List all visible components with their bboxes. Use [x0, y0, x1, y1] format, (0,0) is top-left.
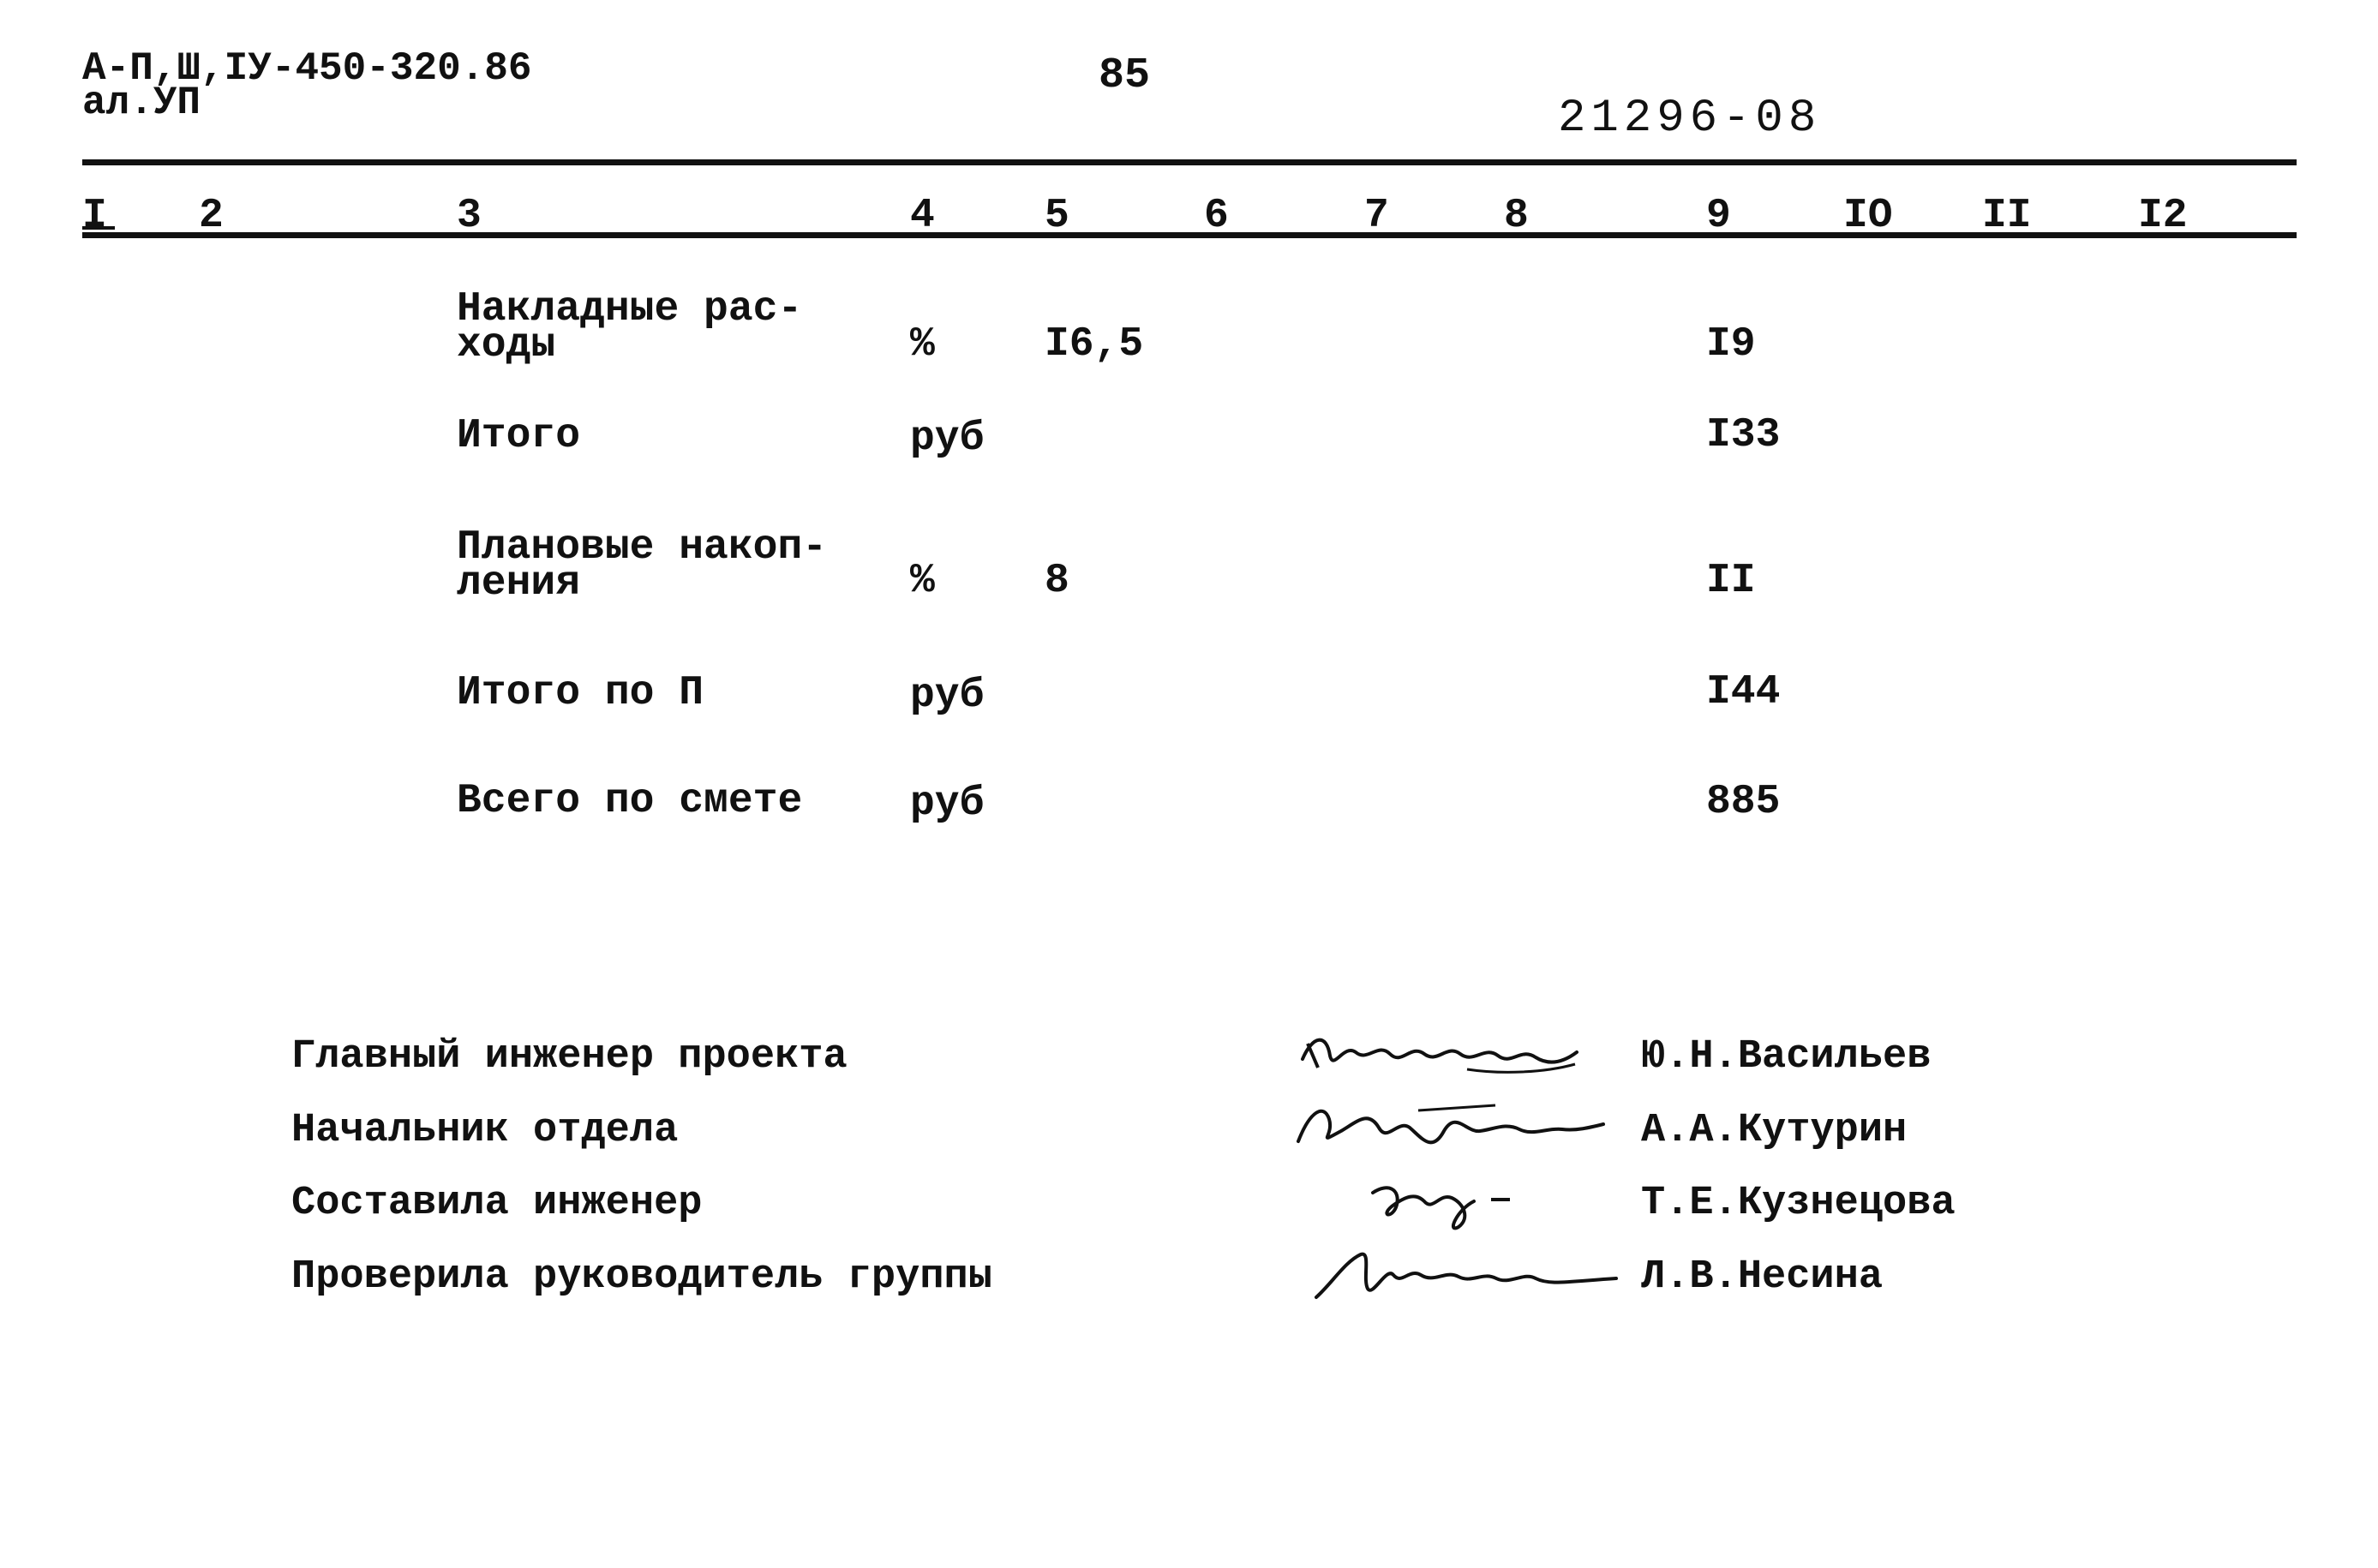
- row-name: [457, 286, 803, 368]
- row-col5-value: 8: [1045, 558, 1069, 604]
- signer-role: Начальник отдела: [291, 1108, 679, 1153]
- signer-role: Составила инженер: [291, 1181, 703, 1226]
- signer-role: Главный инженер проекта: [291, 1034, 848, 1080]
- column-header: I: [82, 193, 107, 239]
- row-unit: %: [910, 321, 935, 368]
- row-name-line1: Всего по смете: [457, 778, 803, 824]
- row-name-line1: Накладные рас-: [457, 286, 803, 332]
- signer-name: А.А.Кутурин: [1641, 1108, 1908, 1153]
- column-header: 6: [1204, 193, 1229, 239]
- row-unit: руб: [910, 781, 985, 827]
- document-reference-line2: ал.УП: [82, 81, 201, 125]
- table-header-rule: [82, 232, 2297, 238]
- signer-name: Т.Е.Кузнецова: [1641, 1181, 1956, 1226]
- table-top-rule: [82, 159, 2297, 165]
- signer-role: Проверила руководитель группы: [291, 1254, 992, 1300]
- column-header: 5: [1045, 193, 1069, 239]
- row-col5-value: I6,5: [1045, 321, 1144, 368]
- document-code: 21296-08: [1558, 93, 1822, 145]
- handwritten-signature: [1363, 1167, 1534, 1236]
- handwritten-signature: [1290, 1093, 1607, 1162]
- column-header: I2: [2138, 193, 2188, 239]
- row-col9-value: I44: [1706, 669, 1781, 715]
- row-unit: %: [910, 558, 935, 604]
- row-name-line2: ления: [457, 560, 581, 607]
- row-col9-value: 885: [1706, 779, 1781, 825]
- document-reference-line1: А-П,Ш,IУ-450-320.86: [82, 46, 532, 91]
- row-name-line1: Итого по П: [457, 670, 704, 716]
- column-header: 7: [1364, 193, 1389, 239]
- handwritten-signature: [1311, 1241, 1620, 1309]
- column-header: 4: [910, 193, 935, 239]
- column-header: II: [1982, 193, 2032, 239]
- column-header: 3: [457, 193, 482, 239]
- column-header: 2: [199, 193, 224, 239]
- handwritten-signature: [1296, 1018, 1587, 1086]
- row-col9-value: I9: [1706, 321, 1756, 368]
- page-number: 85: [1099, 51, 1151, 100]
- row-unit: руб: [910, 673, 985, 719]
- row-unit: руб: [910, 416, 985, 462]
- row-name-line1: Итого: [457, 413, 581, 459]
- signer-name: Л.В.Несина: [1641, 1254, 1884, 1300]
- row-name: [457, 778, 803, 824]
- row-name: [457, 413, 581, 459]
- document-reference: [82, 46, 532, 125]
- row-name: [457, 670, 704, 716]
- column-header: 8: [1504, 193, 1529, 239]
- row-name-line2: ходы: [457, 322, 556, 368]
- column-header: 9: [1706, 193, 1731, 239]
- column-header: IO: [1843, 193, 1893, 239]
- row-col9-value: I33: [1706, 412, 1781, 458]
- signer-name: Ю.Н.Васильев: [1641, 1034, 1932, 1080]
- row-name-line1: Плановые накоп-: [457, 524, 828, 571]
- row-col9-value: II: [1706, 558, 1756, 604]
- row-name: [457, 524, 828, 607]
